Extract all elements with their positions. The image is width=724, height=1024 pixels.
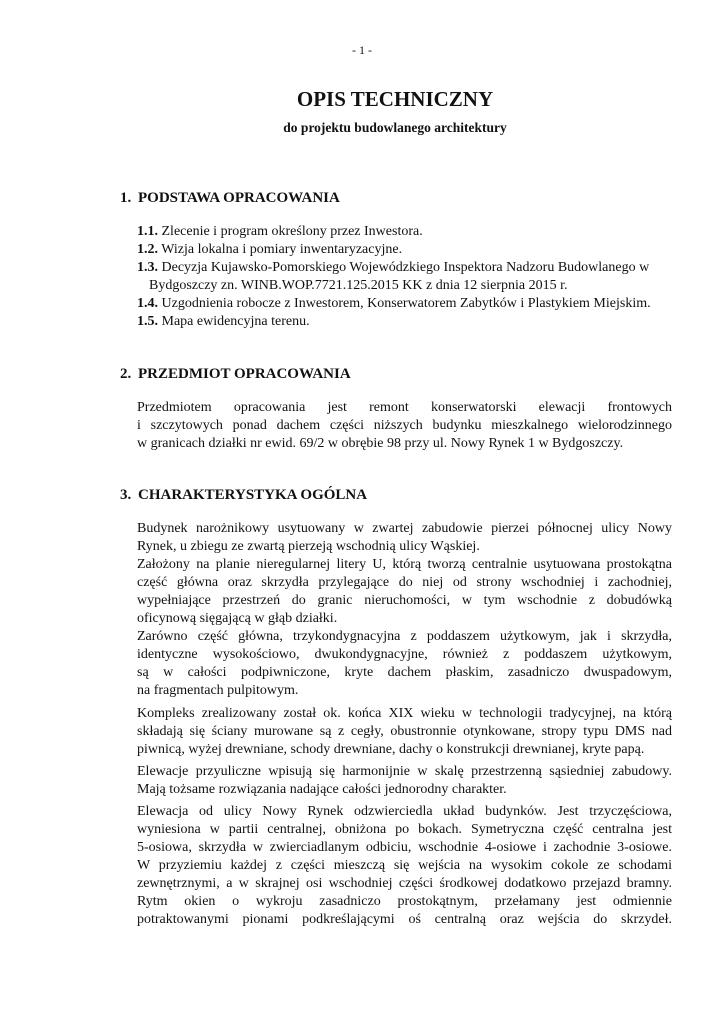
list-item: 1.5. Mapa ewidencyjna terenu. xyxy=(137,314,310,329)
section-3-paragraph: Elewacja od ulicy Nowy Rynek odzwierciedla układ budynków. Jest trzyczęściowa, wyniesiona w partii centralnej, obniżona po bokach. Symetryczna część centralna jest 5-osiowa, skrzydła w zwierciadlanym odbiciu, wschodnie 4-osiowe i zachodnie 3-osiowe. W przyziemiu każdej z części mieszczą się wejścia na wysokim cokole ze schodami zewnętrznymi, a w skrajnej osi wschodniej części środkowej dodatkowo przejazd bramny. Rytm okien o wykroju zasadniczo prostokątnym, przełamany jest odmiennie potraktowanymi pionami podkreślającymi oś centralną oraz wejścia do skrzydeł. xyxy=(137,804,672,927)
section-3-paragraph: Kompleks zrealizowany został ok. końca XIX wieku w technologii tradycyjnej, na którą składają się ściany murowane są z cegły, obustronnie otynkowane, stropy typu DMS nad piwnicą, wyżej drewniane, schody drewniane, dachy o konstrukcji drewnianej, kryte papą. xyxy=(137,706,672,757)
document-title: OPIS TECHNICZNY xyxy=(296,87,494,111)
list-item: 1.3. Decyzja Kujawsko-Pomorskiego Wojewódzkiego Inspektora Nadzoru Budowlanego w Bydgoszczy zn. WINB.WOP.7721.125.2015 KK z dnia 12 sierpnia 2015 r. xyxy=(137,260,650,293)
section-1-heading: 1. PODSTAWA OPRACOWANIA xyxy=(120,190,340,206)
list-item: 1.1. Zlecenie i program określony przez Inwestora. xyxy=(137,224,423,239)
page-number: - 1 - xyxy=(352,43,372,57)
section-3-heading: 3. CHARAKTERYSTYKA OGÓLNA xyxy=(120,487,368,503)
section-3-paragraph: Budynek narożnikowy usytuowany w zwartej zabudowie pierzei północnej ulicy Nowy Rynek, u zbiegu ze zwartą pierzeją wschodnią ulicy Wąskiej. Założony na planie nieregularnej litery U, którą tworzą centralnie usytuowana prostokątna część główna oraz skrzydła przylegające do niej od strony wschodniej i zachodniej, wypełniające przestrzeń do granic nieruchomości, w tym wschodnie z dobudówką oficynową sięgającą w głąb działki. Zarówno część główna, trzykondygnacyjna z poddaszem użytkowym, jak i skrzydła, identyczne wysokościowo, dwukondygnacyjne, również z poddaszem użytkowym, są w całości podpiwniczone, kryte dachem płaskim, zasadniczo dwuspadowym, na fragmentach pulpitowym. xyxy=(137,521,672,698)
list-item: 1.2. Wizja lokalna i pomiary inwentaryzacyjne. xyxy=(137,242,403,257)
document-subtitle: do projektu budowlanego architektury xyxy=(283,120,507,135)
section-2-paragraph: Przedmiotem opracowania jest remont konserwatorski elewacji frontowych i szczytowych ponad dachem części niższych budynku mieszkalnego wielorodzinnego w granicach działki nr ewid. 69/2 w obrębie 98 przy ul. Nowy Rynek 1 w Bydgoszczy. xyxy=(137,400,672,451)
section-3-paragraph: Elewacje przyuliczne wpisują się harmonijnie w skalę przestrzenną sąsiedniej zabudowy. Mają tożsame rozwiązania nadające całości jednorodny charakter. xyxy=(137,764,672,797)
list-item: 1.4. Uzgodnienia robocze z Inwestorem, Konserwatorem Zabytków i Plastykiem Miejskim. xyxy=(137,296,651,311)
section-2-heading: 2. PRZEDMIOT OPRACOWANIA xyxy=(120,366,351,382)
